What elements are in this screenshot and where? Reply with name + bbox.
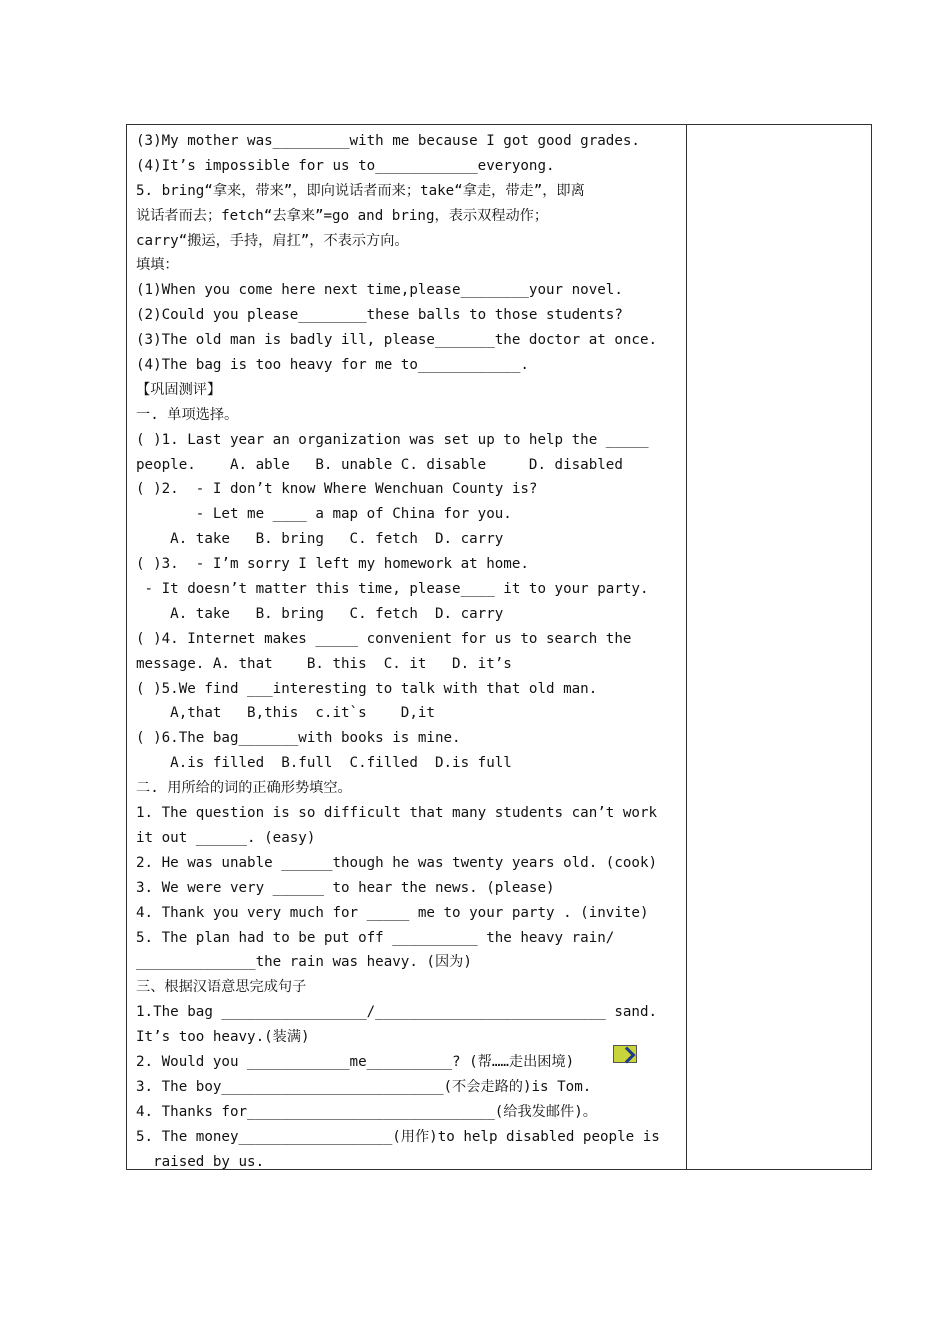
section-heading: 【巩固测评】 xyxy=(136,381,222,398)
text-line: ( )3. - I’m sorry I left my homework at home. xyxy=(136,556,529,573)
text-line: ______________the rain was heavy. (因为) xyxy=(136,954,472,971)
text-line: 说话者而去；fetch“去拿来”=go and bring，表示双程动作； xyxy=(136,207,549,224)
text-line: A. take B. bring C. fetch D. carry xyxy=(136,531,504,548)
text-line: ( )1. Last year an organization was set up to help the _____ xyxy=(136,431,649,448)
worksheet-table xyxy=(126,124,872,1170)
text-line: - Let me ____ a map of China for you. xyxy=(136,506,512,523)
text-line: ( )2. - I don’t know Where Wenchuan County is? xyxy=(136,481,538,498)
text-line: 1.The bag _________________/___________________________ sand. xyxy=(136,1004,658,1021)
worksheet-content xyxy=(136,129,681,1174)
text-line: (3)The old man is badly ill, please_______the doctor at once. xyxy=(136,332,658,349)
text-line: ( )4. Internet makes _____ convenient for us to search the xyxy=(136,630,632,647)
text-line: raised by us. xyxy=(136,1153,265,1170)
text-line: 5. The money__________________(用作)to help disabled people is xyxy=(136,1128,660,1145)
text-line: (1)When you come here next time,please________your novel. xyxy=(136,282,623,299)
text-line: A.is filled B.full C.filled D.is full xyxy=(136,755,512,772)
text-line: (4)The bag is too heavy for me to____________. xyxy=(136,357,529,374)
text-line: it out ______. (easy) xyxy=(136,829,316,846)
column-divider xyxy=(686,125,687,1169)
text-line: 5. The plan had to be put off __________ the heavy rain/ xyxy=(136,929,615,946)
section-heading: 二. 用所给的词的正确形势填空。 xyxy=(136,780,352,797)
text-line: (4)It’s impossible for us to____________everyong. xyxy=(136,157,555,174)
text-line: 3. We were very ______ to hear the news. (please) xyxy=(136,879,555,896)
text-line: message. A. that B. this C. it D. it’s xyxy=(136,655,512,672)
text-line: 4. Thank you very much for _____ me to your party . (invite) xyxy=(136,904,649,921)
text-line: 5. bring“拿来，带来”，即向说话者而来；take“拿走，带走”，即离 xyxy=(136,182,585,199)
text-line: - It doesn’t matter this time, please____ it to your party. xyxy=(136,581,649,598)
text-line: 填填： xyxy=(136,257,179,274)
arrow-bookmark-icon xyxy=(613,1045,637,1063)
text-line: carry“搬运，手持，肩扛”，不表示方向。 xyxy=(136,232,409,249)
section-heading: 一. 单项选择。 xyxy=(136,406,239,423)
text-line: (2)Could you please________these balls to those students? xyxy=(136,307,623,324)
text-line: 2. Would you ____________me__________? (帮……走出困境) xyxy=(136,1053,575,1070)
text-line: (3)My mother was_________with me because I got good grades. xyxy=(136,133,640,149)
section-heading: 三、根据汉语意思完成句子 xyxy=(136,979,307,996)
text-line: 1. The question is so difficult that many students can’t work xyxy=(136,805,658,822)
text-line: ( )6.The bag_______with books is mine. xyxy=(136,730,461,747)
text-line: A. take B. bring C. fetch D. carry xyxy=(136,605,504,622)
text-line: people. A. able B. unable C. disable D. disabled xyxy=(136,456,623,473)
text-line: 3. The boy__________________________(不会走路的)is Tom. xyxy=(136,1078,592,1095)
text-line: 2. He was unable ______though he was twenty years old. (cook) xyxy=(136,854,658,871)
text-line: ( )5.We find ___interesting to talk with that old man. xyxy=(136,680,598,697)
text-line: A,that B,this c.it`s D,it xyxy=(136,705,435,722)
text-line: 4. Thanks for_____________________________(给我发邮件)。 xyxy=(136,1103,597,1120)
text-line: It’s too heavy.(装满) xyxy=(136,1029,310,1046)
